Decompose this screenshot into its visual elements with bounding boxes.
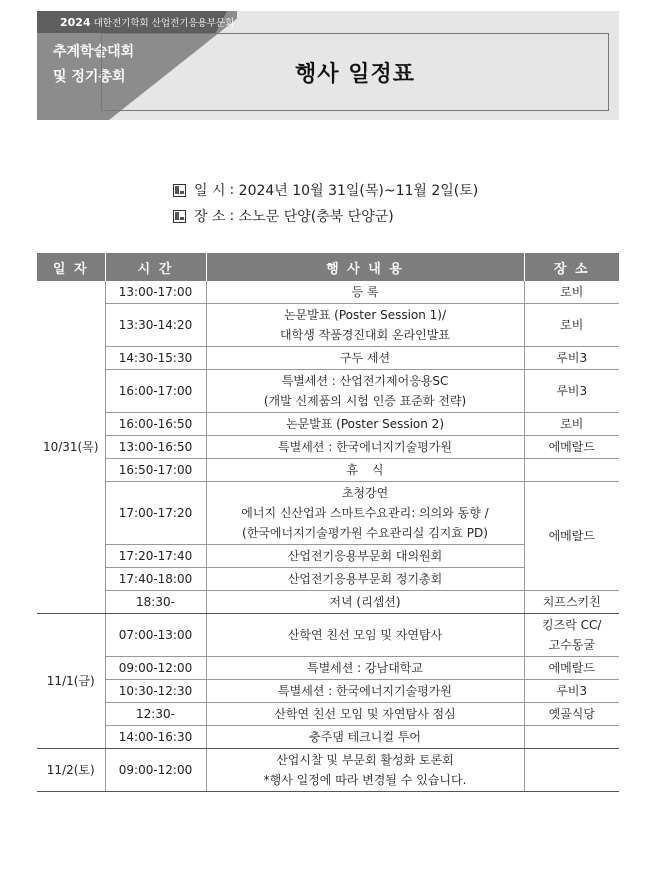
- content-cell: [206, 482, 524, 545]
- place-label: 장 소: [194, 209, 226, 225]
- content-line: 충주댐 테크니컬 투어: [309, 730, 421, 744]
- table-row: [37, 370, 619, 413]
- table-row: [37, 482, 619, 545]
- table-row: [37, 413, 619, 436]
- time-cell: 09:00-12:00: [105, 657, 206, 680]
- date-value: 2024년 10월 31일(목)~11월 2일(토): [238, 183, 479, 199]
- table-row: [37, 703, 619, 726]
- content-cell: [206, 703, 524, 726]
- content-cell: [206, 281, 524, 304]
- table-row: [37, 591, 619, 614]
- content-cell: [206, 680, 524, 703]
- time-cell: 17:20-17:40: [105, 545, 206, 568]
- table-row: [37, 304, 619, 347]
- place-cell: 옛골식당: [524, 703, 619, 726]
- place-cell: 에메랄드: [524, 657, 619, 680]
- time-cell: 14:30-15:30: [105, 347, 206, 370]
- table-row: [37, 281, 619, 304]
- place-line: 킹즈락 CC/: [542, 618, 602, 632]
- table-row: [37, 347, 619, 370]
- page-title: 행사 일정표: [295, 61, 415, 87]
- content-note: *행사 일정에 따라 변경될 수 있습니다.: [263, 773, 467, 787]
- content-line: (한국에너지기술평가원 수요관리실 김지효 PD): [242, 526, 488, 540]
- place-value: 소노문 단양(충북 단양군): [238, 209, 394, 225]
- organization-name: 대한전기학회 산업전기응용부문회: [93, 18, 235, 29]
- table-row: [37, 459, 619, 482]
- organization-line: [60, 15, 234, 29]
- content-line: 특별세션 : 산업전기제어응용SC: [281, 374, 449, 388]
- table-row: [37, 614, 619, 657]
- content-cell: [206, 726, 524, 749]
- time-cell: 07:00-13:00: [105, 614, 206, 657]
- time-cell: 17:40-18:00: [105, 568, 206, 591]
- place-cell: 로비: [524, 281, 619, 304]
- place-cell: 루비3: [524, 370, 619, 413]
- header-content: 행 사 내 용: [206, 253, 524, 281]
- schedule-table: [37, 253, 619, 792]
- day-cell: 11/2(토): [37, 749, 105, 792]
- content-line: 저녁 (리셉션): [329, 595, 401, 609]
- content-line: 산업시찰 및 부문회 활성화 토론회: [276, 753, 454, 767]
- table-row: [37, 657, 619, 680]
- content-cell: [206, 749, 524, 792]
- content-cell: [206, 614, 524, 657]
- content-cell: [206, 568, 524, 591]
- place-cell: [524, 749, 619, 792]
- place-cell: 루비3: [524, 347, 619, 370]
- content-cell: [206, 657, 524, 680]
- content-line: 대학생 작품경진대회 온라인발표: [280, 328, 450, 342]
- content-line: 산업전기응용부문회 대의원회: [287, 549, 443, 563]
- content-cell: [206, 304, 524, 347]
- table-header-row: [37, 253, 619, 281]
- event-name-line2: 및 정기총회: [53, 69, 126, 85]
- content-line: 구두 세션: [339, 351, 391, 365]
- content-line: (개발 신제품의 시험 인증 표준화 전략): [263, 394, 467, 408]
- time-cell: 13:30-14:20: [105, 304, 206, 347]
- content-cell: [206, 370, 524, 413]
- time-cell: 09:00-12:00: [105, 749, 206, 792]
- table-row: [37, 749, 619, 792]
- header-date: 일 자: [37, 253, 105, 281]
- table-row: [37, 436, 619, 459]
- place-info: [173, 206, 394, 226]
- time-cell: 12:30-: [105, 703, 206, 726]
- time-cell: 13:00-16:50: [105, 436, 206, 459]
- time-cell: 13:00-17:00: [105, 281, 206, 304]
- place-cell: 로비: [524, 304, 619, 347]
- content-line: 초청강연: [341, 486, 389, 500]
- content-line: 휴 식: [346, 463, 384, 477]
- place-cell: 에메랄드: [524, 436, 619, 459]
- content-cell: [206, 545, 524, 568]
- content-line: 산업전기응용부문회 정기총회: [287, 572, 443, 586]
- content-cell: [206, 436, 524, 459]
- place-cell: 루비3: [524, 680, 619, 703]
- content-line: 산학연 친선 모임 및 자연탐사 점심: [274, 707, 456, 721]
- time-cell: 18:30-: [105, 591, 206, 614]
- place-cell: [524, 726, 619, 749]
- content-line: 논문발표 (Poster Session 1)/: [283, 308, 447, 322]
- place-cell: 에메랄드: [524, 482, 619, 591]
- date-separator: :: [229, 182, 239, 198]
- place-cell: [524, 459, 619, 482]
- time-cell: 10:30-12:30: [105, 680, 206, 703]
- event-name-line1: 추계학술대회: [53, 44, 135, 60]
- content-cell: [206, 459, 524, 482]
- content-line: 산학연 친선 모임 및 자연탐사: [287, 628, 443, 642]
- content-line: 특별세션 : 한국에너지기술평가원: [278, 684, 452, 698]
- content-cell: [206, 413, 524, 436]
- day-cell: 11/1(금): [37, 614, 105, 749]
- content-line: 특별세션 : 강남대학교: [306, 661, 423, 675]
- table-row: [37, 680, 619, 703]
- time-cell: 16:50-17:00: [105, 459, 206, 482]
- content-cell: [206, 591, 524, 614]
- place-separator: :: [229, 208, 239, 224]
- time-cell: 16:00-17:00: [105, 370, 206, 413]
- place-line: 고수동굴: [548, 638, 595, 652]
- calendar-icon: [173, 184, 186, 197]
- content-cell: [206, 347, 524, 370]
- content-line: 특별세션 : 한국에너지기술평가원: [278, 440, 452, 454]
- time-cell: 16:00-16:50: [105, 413, 206, 436]
- time-cell: 17:00-17:20: [105, 482, 206, 545]
- table-row: [37, 726, 619, 749]
- place-cell: 로비: [524, 413, 619, 436]
- content-line: 에너지 신산업과 스마트수요관리: 의의와 동향 /: [241, 506, 489, 520]
- content-line: 논문발표 (Poster Session 2): [285, 417, 445, 431]
- date-info: [173, 180, 478, 200]
- time-cell: 14:00-16:30: [105, 726, 206, 749]
- day-cell: 10/31(목): [37, 281, 105, 614]
- event-year: 2024: [60, 16, 91, 29]
- calendar-icon: [173, 210, 186, 223]
- content-line: 등 록: [351, 285, 379, 299]
- date-label: 일 시: [194, 183, 226, 199]
- header-time: 시 간: [105, 253, 206, 281]
- place-cell: 치프스키친: [524, 591, 619, 614]
- place-cell: [524, 614, 619, 657]
- header-place: 장 소: [524, 253, 619, 281]
